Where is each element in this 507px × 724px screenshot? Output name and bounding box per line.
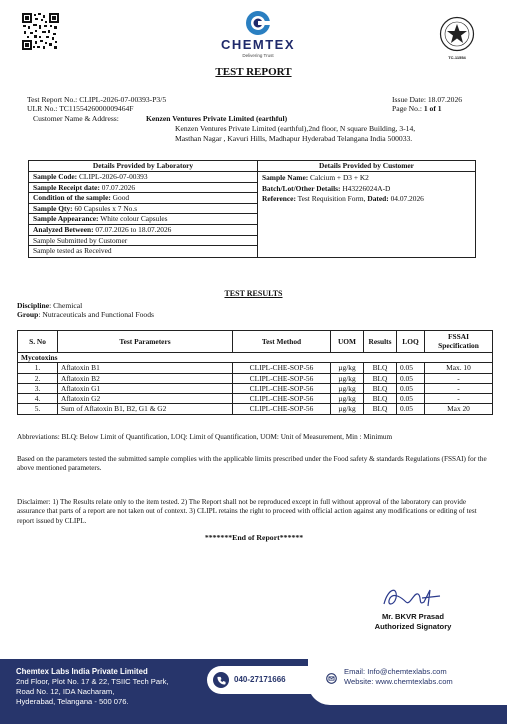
mail-icon: [326, 673, 337, 684]
lab-detail-row: [29, 225, 257, 236]
seal-code: TC-11554: [448, 55, 466, 61]
lab-detail-row: [29, 193, 257, 204]
footer-email[interactable]: Email: Info@chemtexlabs.com: [344, 667, 447, 676]
customer-address-line2: Masthan Nagar , Kavuri Hills, Madhapur Hyderabad Telangana India 500033.: [175, 134, 413, 143]
customer-detail-value: Test Requisition Form,: [297, 194, 366, 204]
issue-date-value: 18.07.2026: [427, 95, 463, 104]
lab-detail-row: [29, 236, 257, 247]
customer-detail-label: Sample Name:: [262, 173, 309, 182]
brand-name: CHEMTEX: [220, 37, 296, 52]
footer-phone-number: 040-27171666: [234, 675, 286, 684]
column-header: Results: [364, 331, 397, 353]
column-header: S. No: [18, 331, 58, 353]
footer-address-line: 2nd Floor, Plot No. 17 & 22, TSIIC Tech Park,: [16, 677, 169, 687]
discipline-label: Discipline: [17, 301, 50, 310]
table-cell: µg/kg: [331, 373, 364, 383]
page-title: TEST REPORT: [215, 66, 292, 78]
section-row: Mycotoxins: [18, 353, 493, 363]
seal-emblem-icon: [439, 16, 475, 52]
table-row: [18, 373, 493, 383]
details-table: [28, 160, 476, 258]
lab-details-header: Details Provided by Laboratory: [29, 161, 258, 172]
lab-detail-value: Sample Submitted by Customer: [33, 235, 128, 245]
customer-detail-label: Reference:: [262, 194, 296, 204]
table-cell: Aflatoxin G1: [58, 383, 233, 393]
group-label: Group: [17, 310, 39, 319]
table-cell: 2.: [18, 373, 58, 383]
lab-detail-row: [29, 204, 257, 215]
table-cell: Aflatoxin B2: [58, 373, 233, 383]
qr-code: [22, 13, 59, 50]
customer-label: Customer Name & Address:: [33, 114, 119, 123]
discipline: Discipline: Chemical: [17, 301, 83, 310]
table-row: [18, 404, 493, 414]
table-cell: 1.: [18, 363, 58, 373]
issue-date-label: Issue Date:: [392, 95, 426, 104]
customer-detail-row: [262, 184, 471, 195]
footer-address-line: Hyderabad, Telangana - 500 076.: [16, 696, 129, 706]
page-number-label: Page No.:: [392, 104, 422, 113]
lab-detail-value: 60 Capsules x 7 No.s: [74, 203, 138, 213]
brand-tagline: Delivering Trust: [242, 53, 274, 59]
table-cell: BLQ: [364, 373, 397, 383]
signature-icon: [378, 584, 448, 610]
customer-detail-row: [262, 194, 471, 205]
table-cell: CLIPL-CHE-SOP-56: [233, 373, 331, 383]
table-cell: 5.: [18, 404, 58, 414]
customer-detail-row: [262, 173, 471, 184]
footer-website[interactable]: Website: www.chemtexlabs.com: [344, 677, 453, 687]
table-cell: 0.05: [397, 373, 425, 383]
lab-details: [29, 172, 258, 258]
table-row: [18, 383, 493, 393]
lab-detail-value: 07.07.2026 to 18.07.2026: [95, 224, 172, 234]
conclusion-note: Based on the parameters tested the submitted sample complies with the applicable limits prescribed under the Food safety & standards Regulations (FSSAI) for the above mentioned parameters.: [17, 455, 487, 473]
customer-detail-value: Calcium + D3 + K2: [310, 173, 369, 182]
lab-detail-value: Sample tested as Received: [33, 246, 112, 256]
table-row: [18, 363, 493, 373]
ulr-number: [27, 104, 134, 113]
footer: [0, 659, 507, 724]
lab-detail-label: Sample Receipt date:: [33, 182, 100, 192]
ulr-label: ULR No.:: [27, 104, 58, 113]
chemtex-logo-icon: [243, 10, 273, 36]
table-cell: µg/kg: [331, 363, 364, 373]
discipline-value: Chemical: [53, 301, 83, 310]
table-cell: BLQ: [364, 394, 397, 404]
table-cell: -: [425, 394, 493, 404]
lab-detail-row: [29, 246, 257, 257]
footer-address-line: Road No. 12, IDA Nacharam,: [16, 686, 115, 696]
table-cell: 4.: [18, 394, 58, 404]
table-row: [18, 394, 493, 404]
customer-name: Kenzen Ventures Private Limited (earthful): [146, 114, 288, 123]
lab-detail-label: Sample Code:: [33, 172, 78, 181]
table-cell: BLQ: [364, 363, 397, 373]
table-cell: BLQ: [364, 404, 397, 414]
lab-detail-value: White colour Capsules: [100, 214, 168, 224]
table-cell: CLIPL-CHE-SOP-56: [233, 404, 331, 414]
group: Group: Nutraceuticals and Functional Foods: [17, 310, 154, 319]
results-table: [17, 330, 493, 415]
table-cell: Aflatoxin G2: [58, 394, 233, 404]
customer-detail-label: Batch/Lot/Other Details:: [262, 183, 341, 193]
footer-company: [16, 667, 169, 707]
customer-details: [258, 172, 476, 258]
lab-detail-value: 07.07.2026: [101, 182, 136, 192]
column-header: LOQ: [397, 331, 425, 353]
table-cell: 3.: [18, 383, 58, 393]
group-value: Nutraceuticals and Functional Foods: [42, 310, 154, 319]
column-header: UOM: [331, 331, 364, 353]
footer-company-name: Chemtex Labs India Private Limited: [16, 667, 148, 676]
lab-detail-row: [29, 172, 257, 183]
table-cell: Max. 10: [425, 363, 493, 373]
column-header: Test Method: [233, 331, 331, 353]
abbreviations-note: Abbreviations: BLQ: Below Limit of Quantification, LOQ: Limit of Quantification, UOM: Unit of Measurement, Min : Minimum: [17, 433, 393, 441]
chemtex-logo: [188, 10, 328, 62]
lab-detail-value: Good: [112, 193, 130, 203]
table-cell: BLQ: [364, 383, 397, 393]
signature-block: [348, 584, 478, 631]
table-cell: 0.05: [397, 383, 425, 393]
table-cell: 0.05: [397, 363, 425, 373]
table-cell: µg/kg: [331, 383, 364, 393]
disclaimer-note: Disclaimer: 1) The Results relate only to the item tested. 2) The Report shall not be reproduced except in full without approval of the laboratory can provide assurance that parts of a report are not taken out of context. 3) CLIPL retains the right to proceed with official action against any modifications or editing of test report issued by CLIPL.: [17, 498, 477, 525]
end-of-report: *******End of Report******: [204, 533, 304, 542]
table-cell: -: [425, 383, 493, 393]
report-number-label: Test Report No.:: [27, 95, 78, 104]
customer-address-line1: Kenzen Ventures Private Limited (earthful),2nd floor, N square Building, 3-14,: [175, 124, 416, 133]
table-cell: Sum of Aflatoxin B1, B2, G1 & G2: [58, 404, 233, 414]
table-cell: 0.05: [397, 394, 425, 404]
report-number-value: CLIPL-2026-07-00393-P3/5: [79, 95, 167, 104]
lab-detail-label: Condition of the sample:: [33, 193, 111, 203]
lab-detail-row: [29, 214, 257, 225]
table-cell: µg/kg: [331, 404, 364, 414]
table-cell: CLIPL-CHE-SOP-56: [233, 363, 331, 373]
page-number-value: 1 of 1: [423, 104, 442, 113]
signatory-role: Authorized Signatory: [374, 621, 452, 631]
column-header: Test Parameters: [58, 331, 233, 353]
page-number: [392, 104, 442, 113]
footer-contact: [308, 659, 507, 705]
accreditation-seal: [437, 16, 477, 64]
lab-detail-label: Sample Qty:: [33, 203, 73, 213]
table-cell: Max 20: [425, 404, 493, 414]
table-cell: -: [425, 373, 493, 383]
signatory-name: Mr. BKVR Prasad: [381, 612, 445, 622]
lab-detail-row: [29, 183, 257, 194]
lab-detail-value: CLIPL-2026-07-00393: [79, 172, 148, 181]
table-cell: CLIPL-CHE-SOP-56: [233, 383, 331, 393]
table-cell: 0.05: [397, 404, 425, 414]
results-title: TEST RESULTS: [224, 289, 283, 298]
customer-detail-value: H43226024A-D: [342, 183, 391, 193]
lab-detail-label: Analyzed Between:: [33, 224, 94, 234]
table-cell: µg/kg: [331, 394, 364, 404]
ulr-value: TC1155426000009464F: [59, 104, 134, 113]
table-cell: Aflatoxin B1: [58, 363, 233, 373]
customer-details-header: Details Provided by Customer: [258, 161, 476, 172]
phone-icon: [213, 672, 229, 688]
customer-detail-value: 04.07.2026: [390, 194, 424, 204]
lab-detail-label: Sample Appearance:: [33, 214, 99, 224]
column-header: FSSAI Specification: [425, 331, 493, 353]
customer-detail-label: Dated:: [367, 194, 389, 204]
table-cell: CLIPL-CHE-SOP-56: [233, 394, 331, 404]
